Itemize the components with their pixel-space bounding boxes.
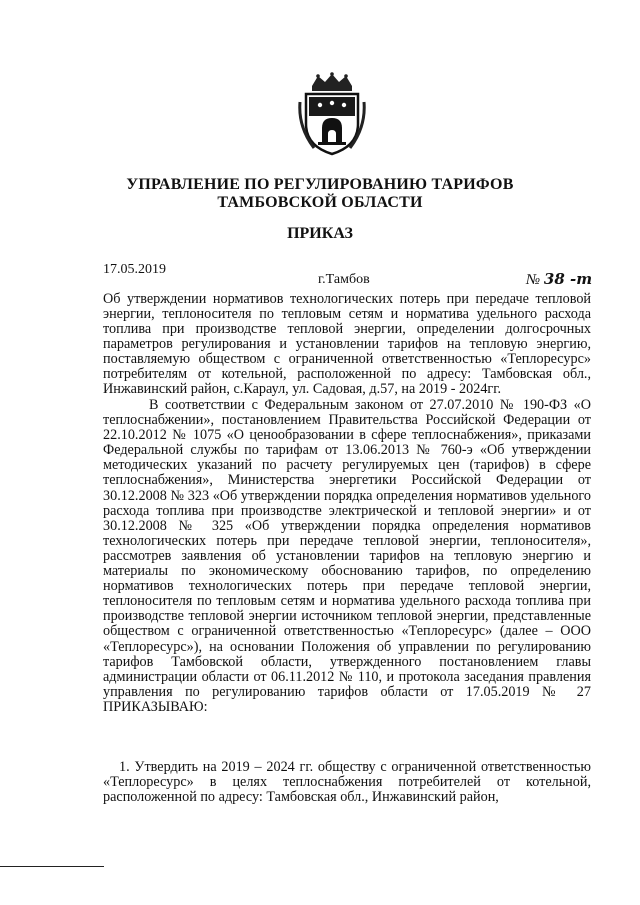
order-item-1: 1. Утвердить на 2019 – 2024 гг. обществу с ограниченной ответственностью «Теплоресурс» в целях теплоснабжения потребителей от котельной, расположенной по адресу: Тамбовская обл., Инжавинский район, — [103, 759, 591, 806]
document-number — [526, 270, 592, 289]
preamble-paragraph: В соответствии с Федеральным законом от 27.07.2010 № 190-ФЗ «О теплоснабжении», постановлением Правительства Российской Федерации от 22.10.2012 № 1075 «О ценообразовании в сфере теплоснабжения», приказами Федеральной службы по тарифам от 13.06.2013 № 760-э «Об утверждении методических указаний по расчету регулируемых цен (тарифов) в сфере теплоснабжения», Министерства энергетики Российской Федерации от 30.12.2008 № 323 «Об утверждении порядка определения нормативов удельного расхода топлива при производстве электрической и тепловой энергии» и от 30.12.2008 № 325 «Об утверждении порядка определения нормативов технологических потерь при передаче тепловой энергии, теплоносителя», рассмотрев заявления об установлении тарифов на тепловую энергию и материалы по экономическому обоснованию тарифов, по определению нормативов технологических потерь при передаче тепловой энергии, теплоносителя по тепловым сетям и норматива удельного расхода топлива при производстве тепловой энергии источником тепловой энергии, представленные обществом с ограниченной ответственностью «Теплоресурс» (далее – ООО «Теплоресурс»), на основании Положения об управлении по регулированию тарифов Тамбовской области, утвержденного постановлением главы администрации области от 06.11.2012 № 110, и протокола заседания правления управления по регулированию тарифов области от 17.05.2019 № 27 ПРИКАЗЫВАЮ: — [103, 397, 591, 715]
coat-of-arms-emblem — [298, 72, 366, 156]
document-type-heading: ПРИКАЗ — [287, 225, 353, 242]
document-title: Об утверждении нормативов технологических потерь при передаче тепловой энергии, теплоносителя по тепловым сетям и норматива удельного расхода топлива при производстве тепловой энергии, определении долгосрочных параметров регулирования и установлении тарифов на тепловую энергию, поставляемую обществом с ограниченной ответственностью «Теплоресурс» потребителям от котельной, расположенной по адресу: Тамбовская обл., Инжавинский район, с.Караул, ул. Садовая, д.57, на 2019 - 2024гг. — [103, 291, 591, 397]
document-date: 17.05.2019 — [103, 262, 166, 277]
handwritten-number: 38 -т — [543, 270, 593, 288]
number-prefix: № — [526, 272, 541, 288]
organization-name-line2: ТАМБОВСКОЙ ОБЛАСТИ — [217, 194, 423, 211]
organization-name-line1: УПРАВЛЕНИЕ ПО РЕГУЛИРОВАНИЮ ТАРИФОВ — [126, 176, 514, 193]
document-city: г.Тамбов — [318, 272, 370, 287]
footer-rule — [0, 866, 104, 867]
